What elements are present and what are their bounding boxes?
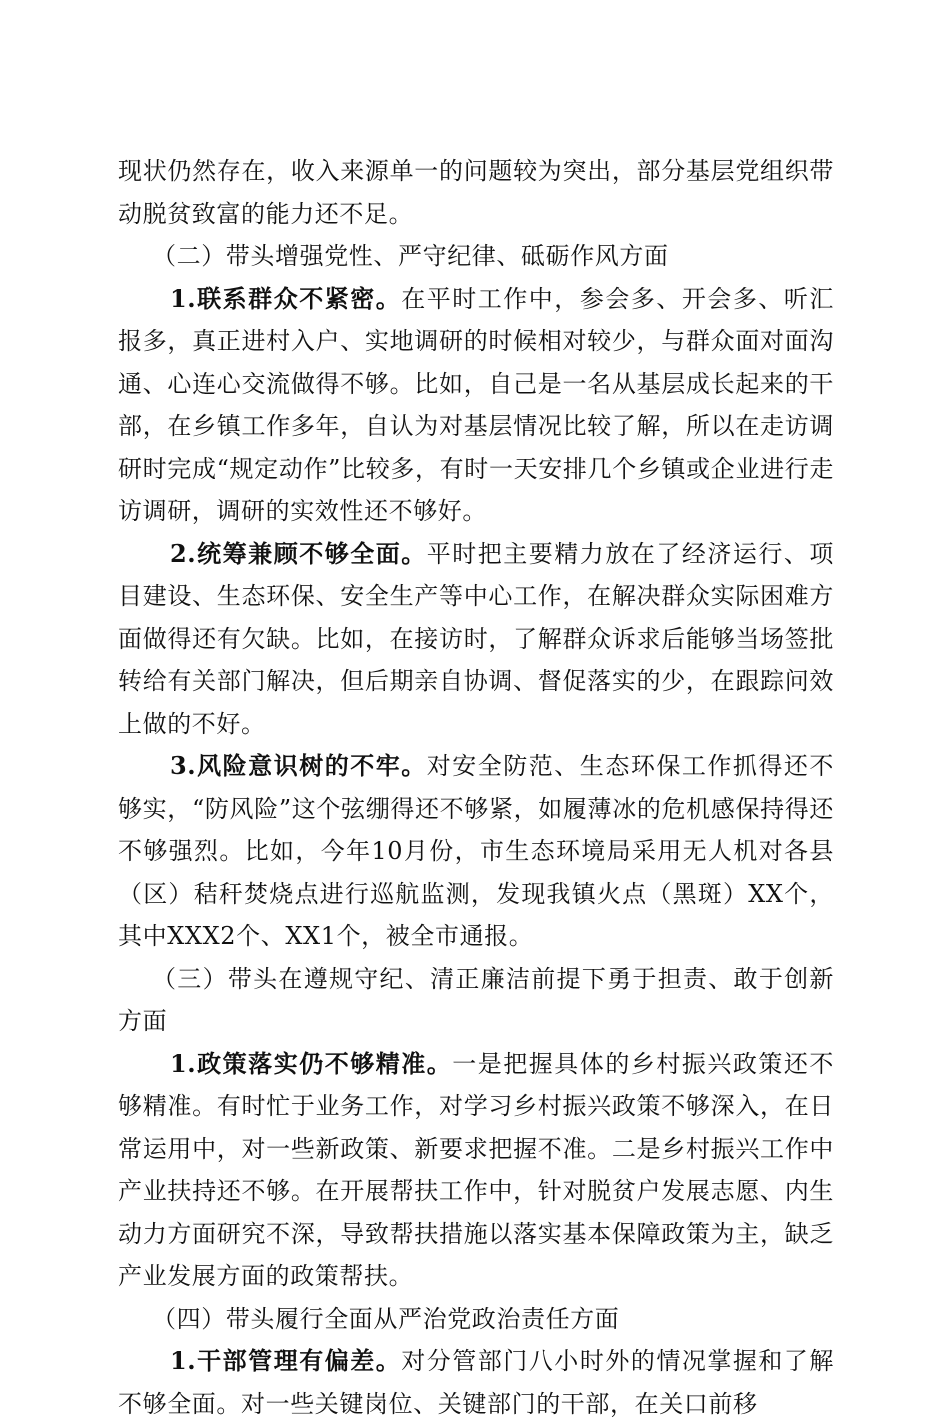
item-lead: 1.干部管理有偏差。	[170, 1346, 402, 1375]
heading-text: （三）带头在遵规守纪、清正廉洁前提下勇于担责、敢于创新方面	[118, 964, 834, 1035]
paragraph-text: 在平时工作中，参会多、开会多、听汇报多，真正进村入户、实地调研的时候相对较少，与群众面对面沟通、心连心交流做得不够。比如，自己是一名从基层成长起来的干部，在乡镇工作多年，自认为对基层情况比较了解，所以在走访调研时完成“规定动作”比较多，有时一天安排几个乡镇或企业进行走访调研，调研的实效性还不够好。	[118, 284, 834, 525]
paragraph-text: 对分管部门八小时外的情况掌握和了解不够全面。对一些关键岗位、关键部门的干部，在关口前移	[118, 1347, 834, 1418]
paragraph-item	[118, 1340, 834, 1425]
item-lead: 2.统筹兼顾不够全面。	[170, 538, 427, 568]
paragraph-text: 对安全防范、生态环保工作抓得还不够实，“防风险”这个弦绷得还不够紧，如履薄冰的危机感保持得还不够强烈。比如，今年10月份，市生态环境局采用无人机对各县（区）秸秆焚烧点进行巡航监测，发现我镇火点（黑斑）XX个，其中XXX2个、XX1个，被全市通报。	[118, 752, 834, 950]
paragraph-item	[118, 1043, 834, 1298]
paragraph-continuation	[118, 150, 834, 235]
section-heading-4	[118, 1298, 834, 1341]
paragraph-text: 平时把主要精力放在了经济运行、项目建设、生态环保、安全生产等中心工作，在解决群众实际困难方面做得还有欠缺。比如，在接访时，了解群众诉求后能够当场签批转给有关部门解决，但后期亲自协调、督促落实的少，在跟踪问效上做的不好。	[118, 539, 834, 738]
heading-text: （四）带头履行全面从严治党政治责任方面	[152, 1304, 620, 1333]
paragraph-text: 一是把握具体的乡村振兴政策还不够精准。有时忙于业务工作，对学习乡村振兴政策不够深入，在日常运用中，对一些新政策、新要求把握不准。二是乡村振兴工作中产业扶持还不够。在开展帮扶工作中，针对脱贫户发展志愿、内生动力方面研究不深，导致帮扶措施以落实基本保障政策为主，缺乏产业发展方面的政策帮扶。	[118, 1049, 834, 1290]
paragraph-text: 现状仍然存在，收入来源单一的问题较为突出，部分基层党组织带动脱贫致富的能力还不足。	[118, 157, 834, 228]
heading-text: （二）带头增强党性、严守纪律、砥砺作风方面	[152, 242, 669, 270]
paragraph-item	[118, 278, 834, 533]
paragraph-item	[118, 533, 834, 746]
section-heading-2	[118, 235, 834, 278]
item-lead: 3.风险意识树的不牢。	[170, 751, 427, 780]
document-body	[118, 150, 834, 1425]
paragraph-item	[118, 745, 834, 958]
section-heading-3	[118, 958, 834, 1043]
item-lead: 1.联系群众不紧密。	[170, 283, 402, 313]
item-lead: 1.政策落实仍不够精准。	[170, 1048, 453, 1078]
